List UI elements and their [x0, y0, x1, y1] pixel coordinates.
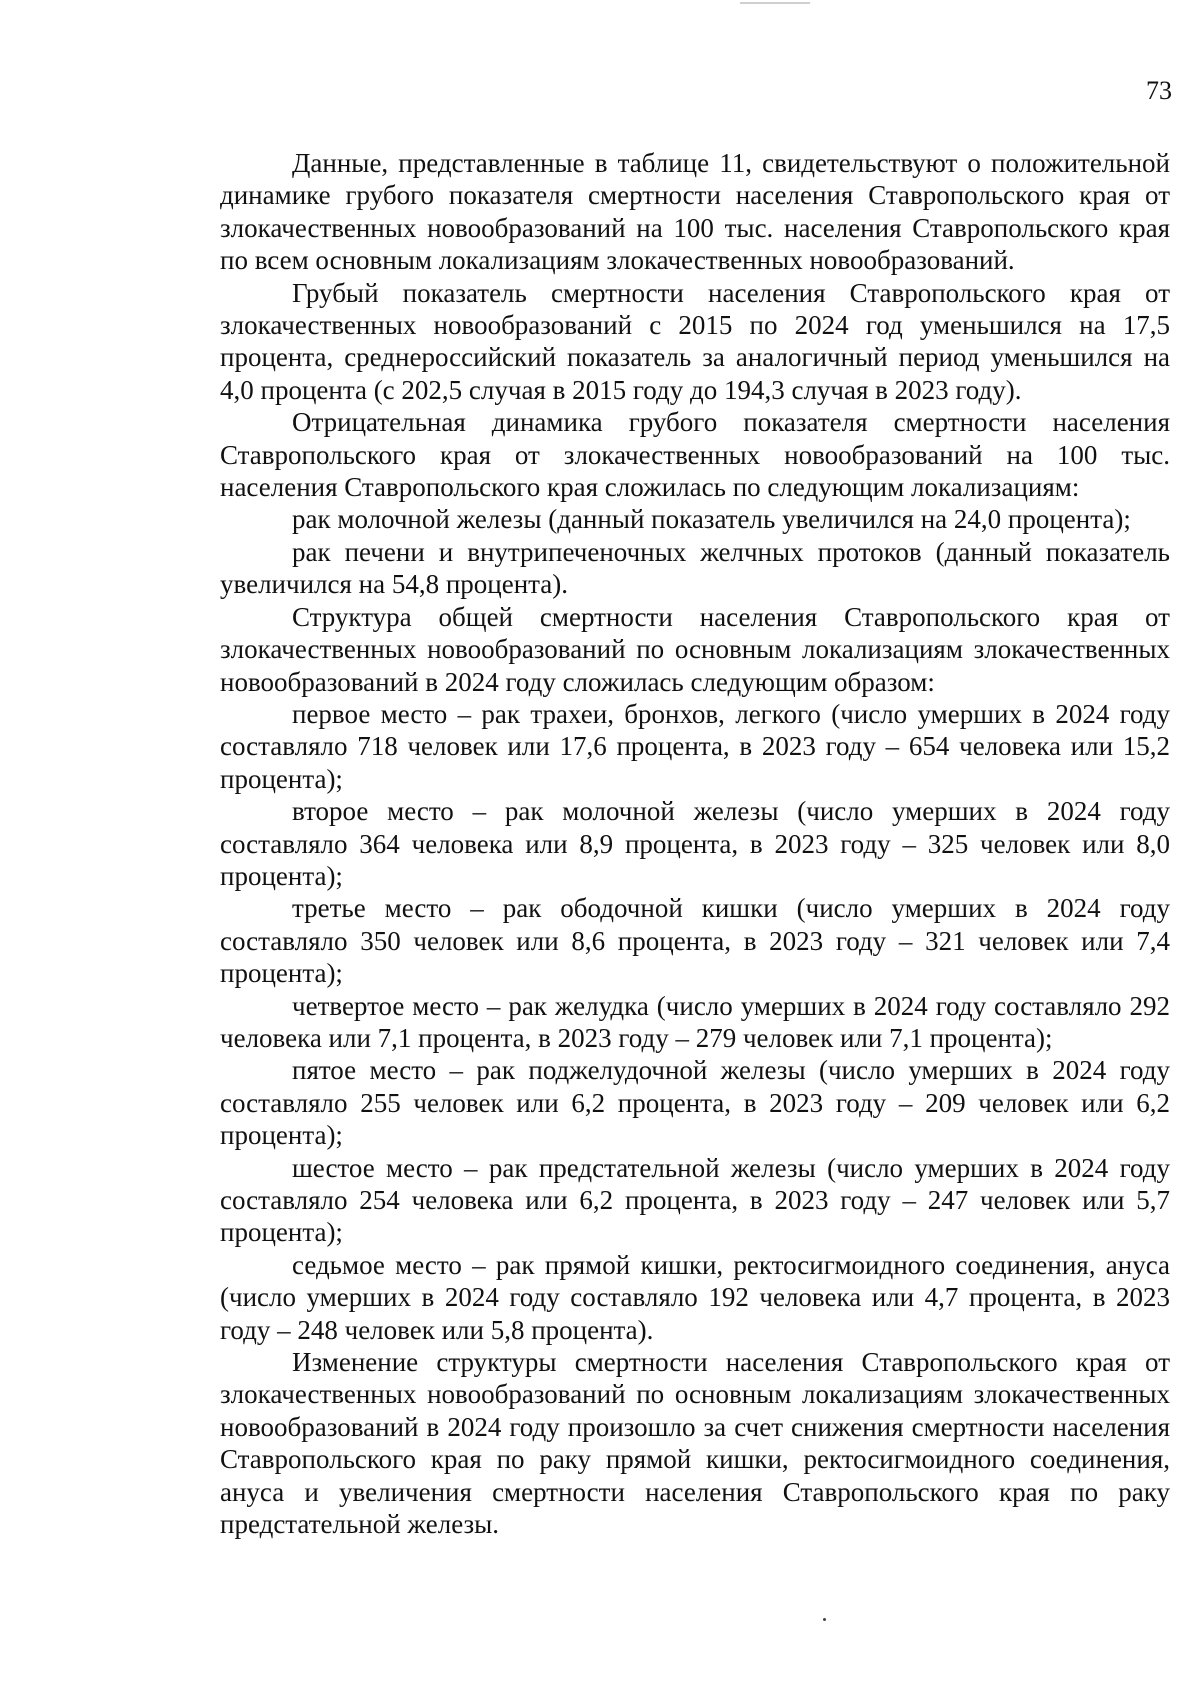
paragraph-structure-change-conclusion: Изменение структуры смертности населения Ставропольского края от злокачественных новообразований по основным локализациям злокачественных новообразований в 2024 году произошло за счет снижения смертности населения Ставропольского края по раку прямой кишки, ректосигмоидного соединения, ануса и увеличения смертности населения Ставропольского края по раку предстательной железы.	[220, 1347, 1170, 1540]
list-item-rank-1: первое место – рак трахеи, бронхов, легкого (число умерших в 2024 году составляло 718 человек или 17,6 процента, в 2023 году – 654 человека или 15,2 процента);	[220, 698, 1170, 794]
list-item-rank-7: седьмое место – рак прямой кишки, ректосигмоидного соединения, ануса (число умерших в 2024 году составляло 192 человека или 4,7 процента, в 2023 году – 248 человек или 5,8 процента).	[220, 1249, 1170, 1345]
document-body	[220, 147, 1170, 1540]
list-item-rank-5: пятое место – рак поджелудочной железы (число умерших в 2024 году составляло 255 человек или 6,2 процента, в 2023 году – 209 человек или 6,2 процента);	[220, 1055, 1170, 1151]
paragraph-structure-intro: Структура общей смертности населения Ставропольского края от злокачественных новообразований по основным локализациям злокачественных новообразований в 2024 году сложилась следующим образом:	[220, 601, 1170, 697]
paragraph-negative-dynamics-intro: Отрицательная динамика грубого показателя смертности населения Ставропольского края от злокачественных новообразований на 100 тыс. населения Ставропольского края сложилась по следующим локализациям:	[220, 407, 1170, 503]
list-item-rank-2: второе место – рак молочной железы (число умерших в 2024 году составляло 364 человека или 8,9 процента, в 2023 году – 325 человек или 8,0 процента);	[220, 796, 1170, 891]
paragraph-summary-positive-dynamics: Данные, представленные в таблице 11, свидетельствуют о положительной динамике грубого показателя смертности населения Ставропольского края от злокачественных новообразований на 100 тыс. населения Ставропольского края по всем основным локализациям злокачественных новообразований.	[220, 148, 1170, 276]
list-item-rank-6: шестое место – рак предстательной железы (число умерших в 2024 году составляло 254 человека или 6,2 процента, в 2023 году – 247 человек или 5,7 процента);	[220, 1152, 1170, 1248]
list-item-rank-4: четвертое место – рак желудка (число умерших в 2024 году составляло 292 человека или 7,1 процента, в 2023 году – 279 человек или 7,1 процента);	[220, 990, 1170, 1053]
list-item-liver-cancer: рак печени и внутрипеченочных желчных протоков (данный показатель увеличился на 54,8 процента).	[220, 536, 1170, 600]
scan-artifact-top	[740, 2, 810, 4]
list-item-rank-3: третье место – рак ободочной кишки (число умерших в 2024 году составляло 350 человек или 8,6 процента, в 2023 году – 321 человек или 7,4 процента);	[220, 893, 1170, 989]
page-number: 73	[1146, 76, 1172, 105]
paragraph-crude-rate-change: Грубый показатель смертности населения Ставропольского края от злокачественных новообразований с 2015 по 2024 год уменьшился на 17,5 процента, среднероссийский показатель за аналогичный период уменьшился на 4,0 процента (с 202,5 случая в 2015 году до 194,3 случая в 2023 году).	[220, 277, 1170, 405]
scan-artifact-dot	[823, 1618, 826, 1621]
list-item-breast-cancer: рак молочной железы (данный показатель увеличился на 24,0 процента);	[292, 504, 1131, 535]
